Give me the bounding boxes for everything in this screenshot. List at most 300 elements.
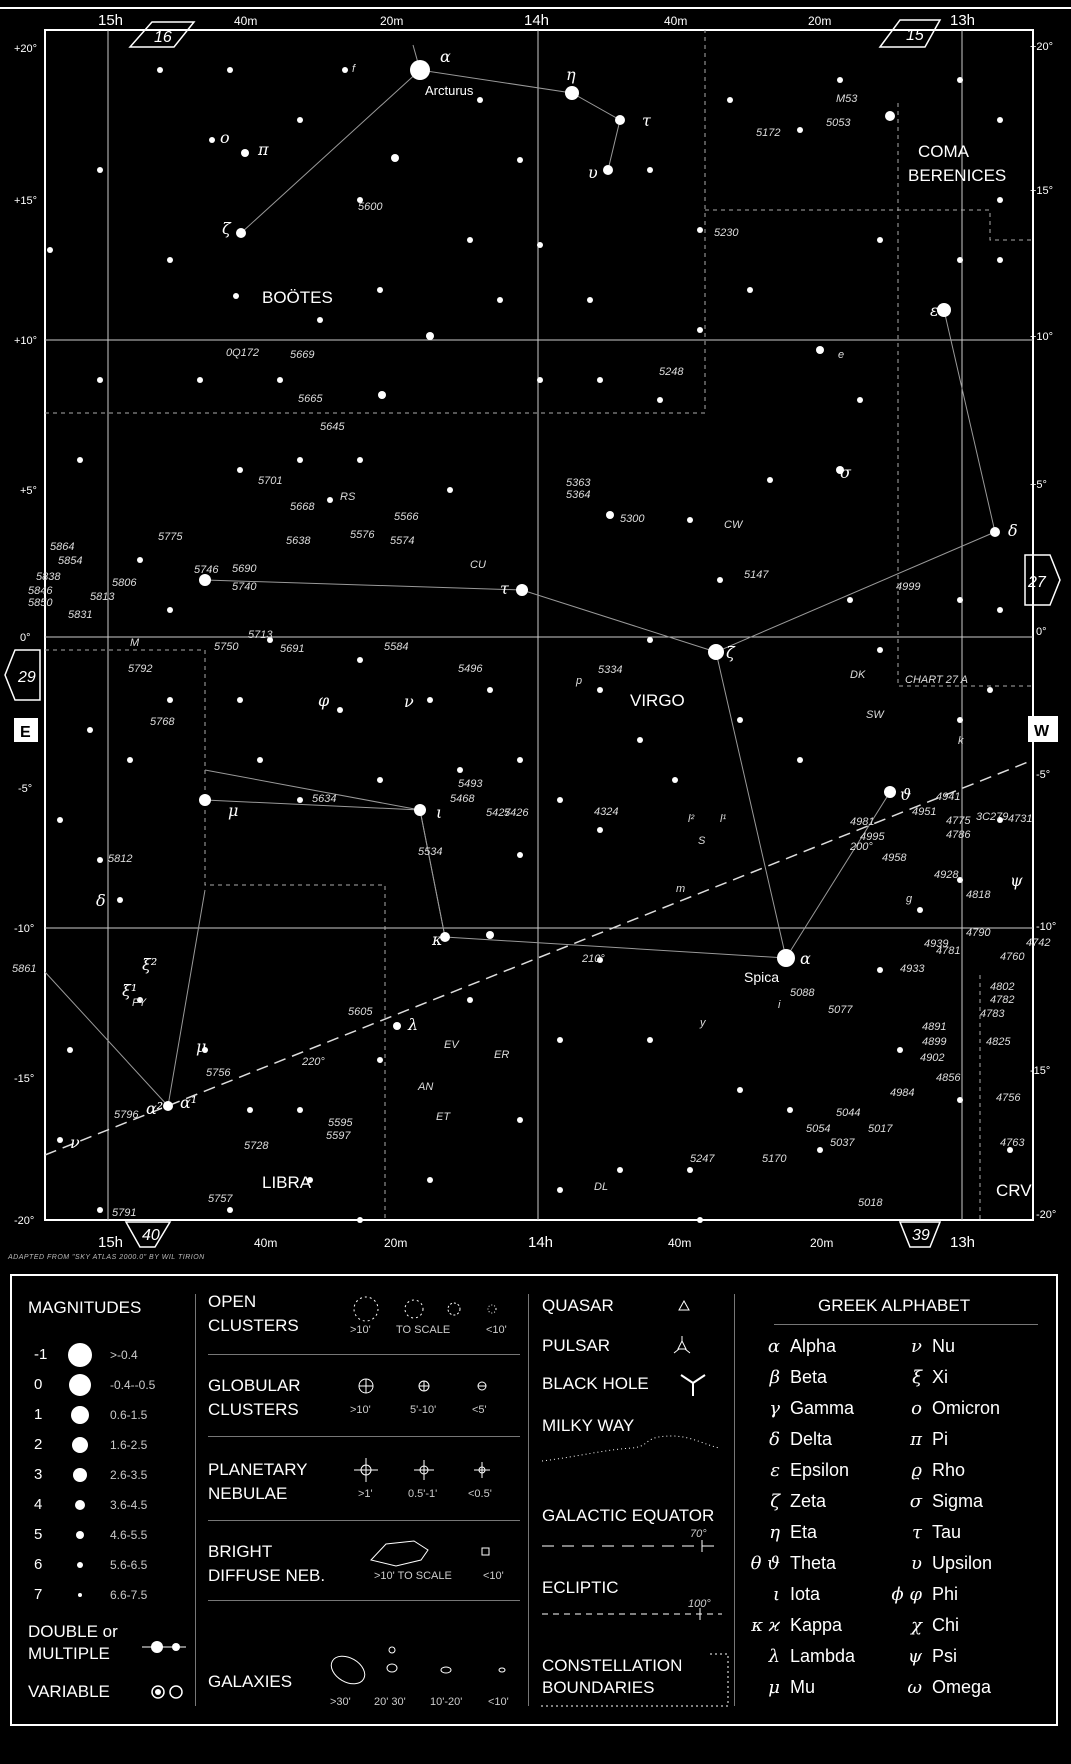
variable-label: i [778, 999, 781, 1011]
ra-labels-bottom [98, 1234, 975, 1251]
star [47, 247, 53, 253]
legend-objects: QUASAR PULSAR BLACK HOLE MILKY WAY GALACTIC EQUATOR 70° ECLIPTIC 100° CONSTELLATION BOUNDARIES [530, 1276, 730, 1724]
ngc-label: 5496 [458, 663, 483, 675]
greek-label: α [440, 47, 451, 66]
star [227, 1207, 233, 1213]
ra-bottom-20m: 20m [384, 1236, 408, 1250]
ngc-label: 5838 [36, 571, 61, 583]
star [697, 227, 703, 233]
ra-top-13h: 13h [950, 12, 976, 29]
ngc-label: 5576 [350, 529, 375, 541]
ra-top-40m: 40m [234, 14, 258, 28]
star [487, 687, 493, 693]
ra-bottom-13h: 13h [950, 1234, 976, 1251]
star [517, 1117, 523, 1123]
greek-label: π [258, 140, 269, 159]
star [957, 257, 963, 263]
greek-row: ϕ φ Phi [891, 1584, 959, 1605]
ngc-label: 4763 [1000, 1137, 1025, 1149]
svg-text:-10°: -10° [1036, 921, 1057, 933]
star [233, 293, 239, 299]
ngc-label: 5669 [290, 349, 315, 361]
star [997, 117, 1003, 123]
greek-label: υ [588, 163, 598, 182]
ngc-label: 4781 [936, 945, 961, 957]
milky-way-label: MILKY WAY [542, 1416, 635, 1435]
variable-label: M [130, 637, 140, 649]
star [987, 687, 993, 693]
greek-label: ξ² [142, 955, 158, 974]
star [87, 727, 93, 733]
diffuse-label: BRIGHT [208, 1542, 273, 1561]
greek-label: κ [432, 930, 443, 949]
ecliptic-label-220: 220° [302, 1056, 325, 1068]
greek-row: κ ϰ Kappa [751, 1615, 843, 1636]
quasar-icon [678, 1300, 690, 1312]
greek-label: ι [436, 803, 443, 822]
legend-panel [10, 1274, 1058, 1726]
magnitude-row: 0 -0.4--0.5 [12, 1372, 192, 1398]
east-label: E [20, 724, 31, 741]
star [517, 852, 523, 858]
chart-27-label: 27 [1028, 574, 1046, 591]
magnitude-row: 6 5.6-6.5 [34, 1556, 148, 1573]
magnitude-dot [69, 1374, 91, 1396]
greek-row: α Alpha [767, 1336, 837, 1357]
star [378, 391, 386, 399]
svg-text:+20°: +20° [1030, 41, 1054, 53]
ecliptic-label-200: 200° [850, 841, 873, 853]
svg-text:-5°: -5° [1036, 769, 1051, 781]
variable-label: VARIABLE [28, 1682, 110, 1701]
ngc-label: 5750 [214, 641, 239, 653]
star [997, 257, 1003, 263]
variable-label: ET [436, 1111, 451, 1123]
magnitude-row: 7 6.6-7.5 [34, 1586, 148, 1603]
ngc-label: 5701 [258, 475, 283, 487]
star [426, 332, 434, 340]
greek-label: α¹ [180, 1093, 198, 1112]
ngc-label: 5792 [128, 663, 153, 675]
star [410, 60, 430, 80]
star-field [47, 60, 1013, 1223]
ngc-label: 4825 [986, 1036, 1011, 1048]
variable-label: DL [594, 1181, 609, 1193]
svg-text:0°: 0° [1036, 626, 1047, 638]
galaxies-label: GALAXIES [208, 1672, 293, 1691]
ngc-label: 5668 [290, 501, 315, 513]
ra-top-20m: 20m [380, 14, 404, 28]
star [377, 777, 383, 783]
star [990, 527, 1000, 537]
milky-way-icon [542, 1426, 722, 1466]
ngc-label: 4958 [882, 852, 907, 864]
ngc-label: 5053 [826, 117, 851, 129]
star [687, 517, 693, 523]
ngc-label: 5638 [286, 535, 311, 547]
star [672, 777, 678, 783]
star [565, 86, 579, 100]
greek-label: η [566, 65, 576, 84]
svg-text:+5°: +5° [20, 485, 37, 497]
star [67, 1047, 73, 1053]
star [393, 1022, 401, 1030]
svg-text:+20°: +20° [14, 43, 38, 55]
ngc-label: 5054 [806, 1123, 831, 1135]
constellation-crv: CRV [996, 1181, 1032, 1200]
ngc-label: 5690 [232, 563, 257, 575]
variable-label: SW [866, 709, 884, 721]
ngc-label: 4775 [946, 815, 971, 827]
star [357, 657, 363, 663]
magnitude-dot [71, 1406, 89, 1424]
quasar-label: QUASAR [542, 1296, 614, 1315]
svg-text:-10°: -10° [14, 923, 35, 935]
star [467, 997, 473, 1003]
greek-label: λ [408, 1015, 419, 1034]
svg-text:-15°: -15° [14, 1073, 35, 1085]
ecliptic-icon [542, 1606, 722, 1622]
ra-labels-top [98, 12, 975, 29]
star [342, 67, 348, 73]
ngc-label: 5300 [620, 513, 645, 525]
star [897, 1047, 903, 1053]
star [957, 597, 963, 603]
ngc-label: 5017 [868, 1123, 893, 1135]
star [447, 487, 453, 493]
greek-label: ψ [1010, 871, 1023, 890]
star [477, 97, 483, 103]
magnitude-dot [78, 1593, 82, 1597]
magnitude-row: 5 4.6-5.5 [34, 1526, 148, 1543]
star-name-arcturus: Arcturus [425, 83, 474, 98]
variable-label: RS [340, 491, 356, 503]
ngc-label: 4731 [1008, 813, 1033, 825]
star [163, 1101, 173, 1111]
ngc-label: 4786 [946, 829, 971, 841]
open-clusters-label: OPEN [208, 1292, 257, 1311]
ngc-label: 4984 [890, 1087, 915, 1099]
magnitude-row: -1 >-0.4 [12, 1342, 192, 1368]
magnitude-dot [72, 1437, 88, 1453]
chart-29-label: 29 [18, 669, 36, 686]
star [467, 237, 473, 243]
dec-gridlines [45, 340, 1033, 928]
star [327, 497, 333, 503]
star [236, 228, 246, 238]
star [617, 1167, 623, 1173]
star [197, 377, 203, 383]
constellation-lines [45, 45, 995, 1106]
star [957, 717, 963, 723]
magnitude-dot [73, 1468, 87, 1482]
ngc-label: 4802 [990, 981, 1015, 993]
svg-text:+15°: +15° [14, 195, 38, 207]
ngc-label: 5468 [450, 793, 475, 805]
constellation-boundaries [45, 30, 1033, 1220]
ngc-label: 4933 [900, 963, 925, 975]
ngc-label: 5248 [659, 366, 684, 378]
ngc-label: 5850 [28, 597, 53, 609]
magnitude-dot [75, 1500, 85, 1510]
star [157, 67, 163, 73]
ngc-label: 4995 [860, 831, 885, 843]
credit-line: ADAPTED FROM "SKY ATLAS 2000.0" BY WIL TIRION [8, 1254, 205, 1261]
ngc-label: 4951 [912, 806, 937, 818]
star [877, 967, 883, 973]
ngc-label: 5713 [248, 629, 273, 641]
star [517, 157, 523, 163]
greek-row: η Eta [769, 1522, 818, 1543]
star [647, 637, 653, 643]
ngc-label: 4818 [966, 889, 991, 901]
star [937, 303, 951, 317]
star [767, 477, 773, 483]
adjacent-chart-markers[interactable] [5, 20, 1060, 1247]
star [777, 949, 795, 967]
greek-label: ϑ [900, 785, 912, 804]
greek-row: χ Chi [911, 1615, 960, 1636]
greek-row: ω Omega [907, 1677, 992, 1698]
greek-row: ι Iota [772, 1584, 821, 1605]
ra-bottom-14h: 14h [528, 1234, 554, 1251]
ngc-label: M53 [836, 93, 858, 105]
ra-bottom-40m: 40m [254, 1236, 278, 1250]
greek-row: ν Nu [911, 1336, 956, 1357]
ngc-label: 5230 [714, 227, 739, 239]
star [787, 1107, 793, 1113]
star [199, 794, 211, 806]
star [97, 857, 103, 863]
ngc-label: 4902 [920, 1052, 945, 1064]
star [857, 397, 863, 403]
svg-text:0°: 0° [20, 632, 31, 644]
greek-row: υ Upsilon [911, 1553, 993, 1574]
ngc-label: 5170 [762, 1153, 787, 1165]
ecliptic-label: ECLIPTIC [542, 1578, 619, 1597]
variable-label: S [698, 835, 706, 847]
ngc-label: 4981 [850, 816, 875, 828]
star [877, 647, 883, 653]
star [587, 297, 593, 303]
star [747, 287, 753, 293]
star [557, 1187, 563, 1193]
greek-row: ο Omicron [911, 1398, 1001, 1419]
star [797, 127, 803, 133]
star [557, 1037, 563, 1043]
double-label-1: DOUBLE or [28, 1622, 118, 1641]
ra-top-14h: 14h [524, 12, 550, 29]
star [597, 377, 603, 383]
boundaries-label: CONSTELLATION [542, 1656, 683, 1675]
greek-label: μ [196, 1037, 207, 1056]
magnitude-dot [68, 1343, 92, 1367]
ngc-label: 4941 [936, 791, 961, 803]
star [97, 1207, 103, 1213]
star [817, 1147, 823, 1153]
ngc-label: 5363 [566, 477, 591, 489]
variable-label: g [906, 893, 913, 905]
ngc-label: 5247 [690, 1153, 715, 1165]
star [697, 1217, 703, 1223]
variable-label: p [576, 675, 583, 687]
greek-label: α [800, 949, 811, 968]
magnitudes-title: MAGNITUDES [28, 1298, 142, 1317]
variable-label: FY [132, 997, 147, 1009]
open-clusters-label-2: CLUSTERS [208, 1316, 299, 1335]
star [603, 165, 613, 175]
star [167, 607, 173, 613]
ngc-label: 5813 [90, 591, 115, 603]
ngc-label: 5665 [298, 393, 323, 405]
star [247, 1107, 253, 1113]
ra-bottom-15h: 15h [98, 1234, 124, 1251]
star [127, 757, 133, 763]
star [257, 757, 263, 763]
ngc-label: 5846 [28, 585, 53, 597]
ngc-label: 5037 [830, 1137, 855, 1149]
greek-label: ν [404, 692, 414, 711]
variable-label: l² [688, 813, 695, 825]
globular-symbols [346, 1376, 506, 1396]
ngc-label: 5493 [458, 778, 483, 790]
galactic-equator-label: GALACTIC EQUATOR [542, 1506, 715, 1525]
greek-label: ζ [222, 219, 231, 238]
ngc-label: 5574 [390, 535, 415, 547]
svg-text:-20°: -20° [1036, 1209, 1057, 1221]
ngc-label: 5147 [744, 569, 769, 581]
star [997, 607, 1003, 613]
svg-text:+10°: +10° [14, 335, 38, 347]
variable-label: l¹ [720, 813, 727, 825]
ngc-label: 4324 [594, 806, 619, 818]
star [697, 327, 703, 333]
planetary-symbols [346, 1458, 506, 1482]
greek-row: γ Gamma [769, 1398, 855, 1419]
ngc-label: 4856 [936, 1072, 961, 1084]
ngc-label: 5775 [158, 531, 183, 543]
greek-label: τ [642, 111, 651, 130]
variable-label: k [958, 735, 964, 747]
west-label: W [1034, 723, 1050, 740]
ngc-label: 5605 [348, 1006, 373, 1018]
chart-16-label: 16 [154, 29, 172, 46]
ngc-label: 5595 [328, 1117, 353, 1129]
greek-label: ε [930, 301, 939, 320]
star [457, 767, 463, 773]
star [606, 511, 614, 519]
ngc-label: 5584 [384, 641, 409, 653]
variable-label: CU [470, 559, 486, 571]
greek-row: ξ Xi [912, 1367, 949, 1388]
star [727, 97, 733, 103]
greek-row: ζ Zeta [770, 1491, 827, 1512]
black-hole-icon [680, 1370, 706, 1396]
variable-label: AN [418, 1081, 434, 1093]
galaxy-symbols [322, 1640, 522, 1690]
chart-15-label: 15 [906, 27, 924, 44]
star [637, 737, 643, 743]
star [708, 644, 724, 660]
svg-text:-15°: -15° [1030, 1065, 1051, 1077]
ngc-label: 5334 [598, 664, 623, 676]
ngc-label: 5077 [828, 1004, 853, 1016]
ngc-label: 5427 [486, 807, 511, 819]
ngc-label: 5634 [312, 793, 337, 805]
ngc-label: 5854 [58, 555, 83, 567]
greek-label: α² [146, 1099, 164, 1118]
star [615, 115, 625, 125]
star [117, 897, 123, 903]
greek-row: δ Delta [769, 1429, 833, 1450]
greek-row: τ Tau [912, 1522, 962, 1543]
star [737, 717, 743, 723]
star [137, 557, 143, 563]
double-star-symbol [142, 1640, 186, 1654]
ngc-label: 5044 [836, 1107, 861, 1119]
variable-label: f [352, 63, 356, 75]
open-cluster-symbols [346, 1296, 506, 1322]
star [837, 77, 843, 83]
star [816, 346, 824, 354]
star [237, 697, 243, 703]
ngc-label: 5812 [108, 853, 133, 865]
greek-row: λ Lambda [768, 1646, 856, 1667]
ngc-label: 5831 [68, 609, 93, 621]
star [237, 467, 243, 473]
ngc-label: 4899 [922, 1036, 947, 1048]
ngc-label: 5364 [566, 489, 591, 501]
ngc-label: 3C279 [976, 811, 1009, 823]
star [357, 457, 363, 463]
greek-title: GREEK ALPHABET [818, 1296, 971, 1315]
greek-row: π Pi [910, 1429, 949, 1450]
star [77, 457, 83, 463]
svg-text:+10°: +10° [1030, 331, 1054, 343]
pulsar-icon [672, 1336, 692, 1356]
greek-label: σ [840, 463, 851, 482]
star [647, 167, 653, 173]
ngc-label: 5566 [394, 511, 419, 523]
diffuse-symbols [366, 1538, 516, 1568]
star [97, 377, 103, 383]
legend-magnitudes [12, 1276, 192, 1724]
ngc-label: 5597 [326, 1130, 351, 1142]
greek-row: μ Mu [768, 1677, 816, 1698]
magnitude-row: 2 1.6-2.5 [34, 1436, 148, 1453]
star [57, 817, 63, 823]
ngc-label: 5740 [232, 581, 257, 593]
star [597, 687, 603, 693]
star [414, 804, 426, 816]
star [687, 1167, 693, 1173]
star [209, 137, 215, 143]
ngc-label: 4742 [1026, 937, 1051, 949]
greek-label: δ [1008, 521, 1018, 540]
star [377, 287, 383, 293]
chart-40-label: 40 [142, 1227, 160, 1244]
star [167, 257, 173, 263]
pulsar-label: PULSAR [542, 1336, 611, 1355]
star [167, 697, 173, 703]
chart-39-label: 39 [912, 1227, 930, 1244]
greek-row: ϱ Rho [911, 1460, 966, 1481]
ngc-label: 5864 [50, 541, 75, 553]
magnitude-dot [77, 1562, 83, 1568]
star [597, 827, 603, 833]
svg-text:-20°: -20° [14, 1215, 35, 1227]
star [647, 1037, 653, 1043]
